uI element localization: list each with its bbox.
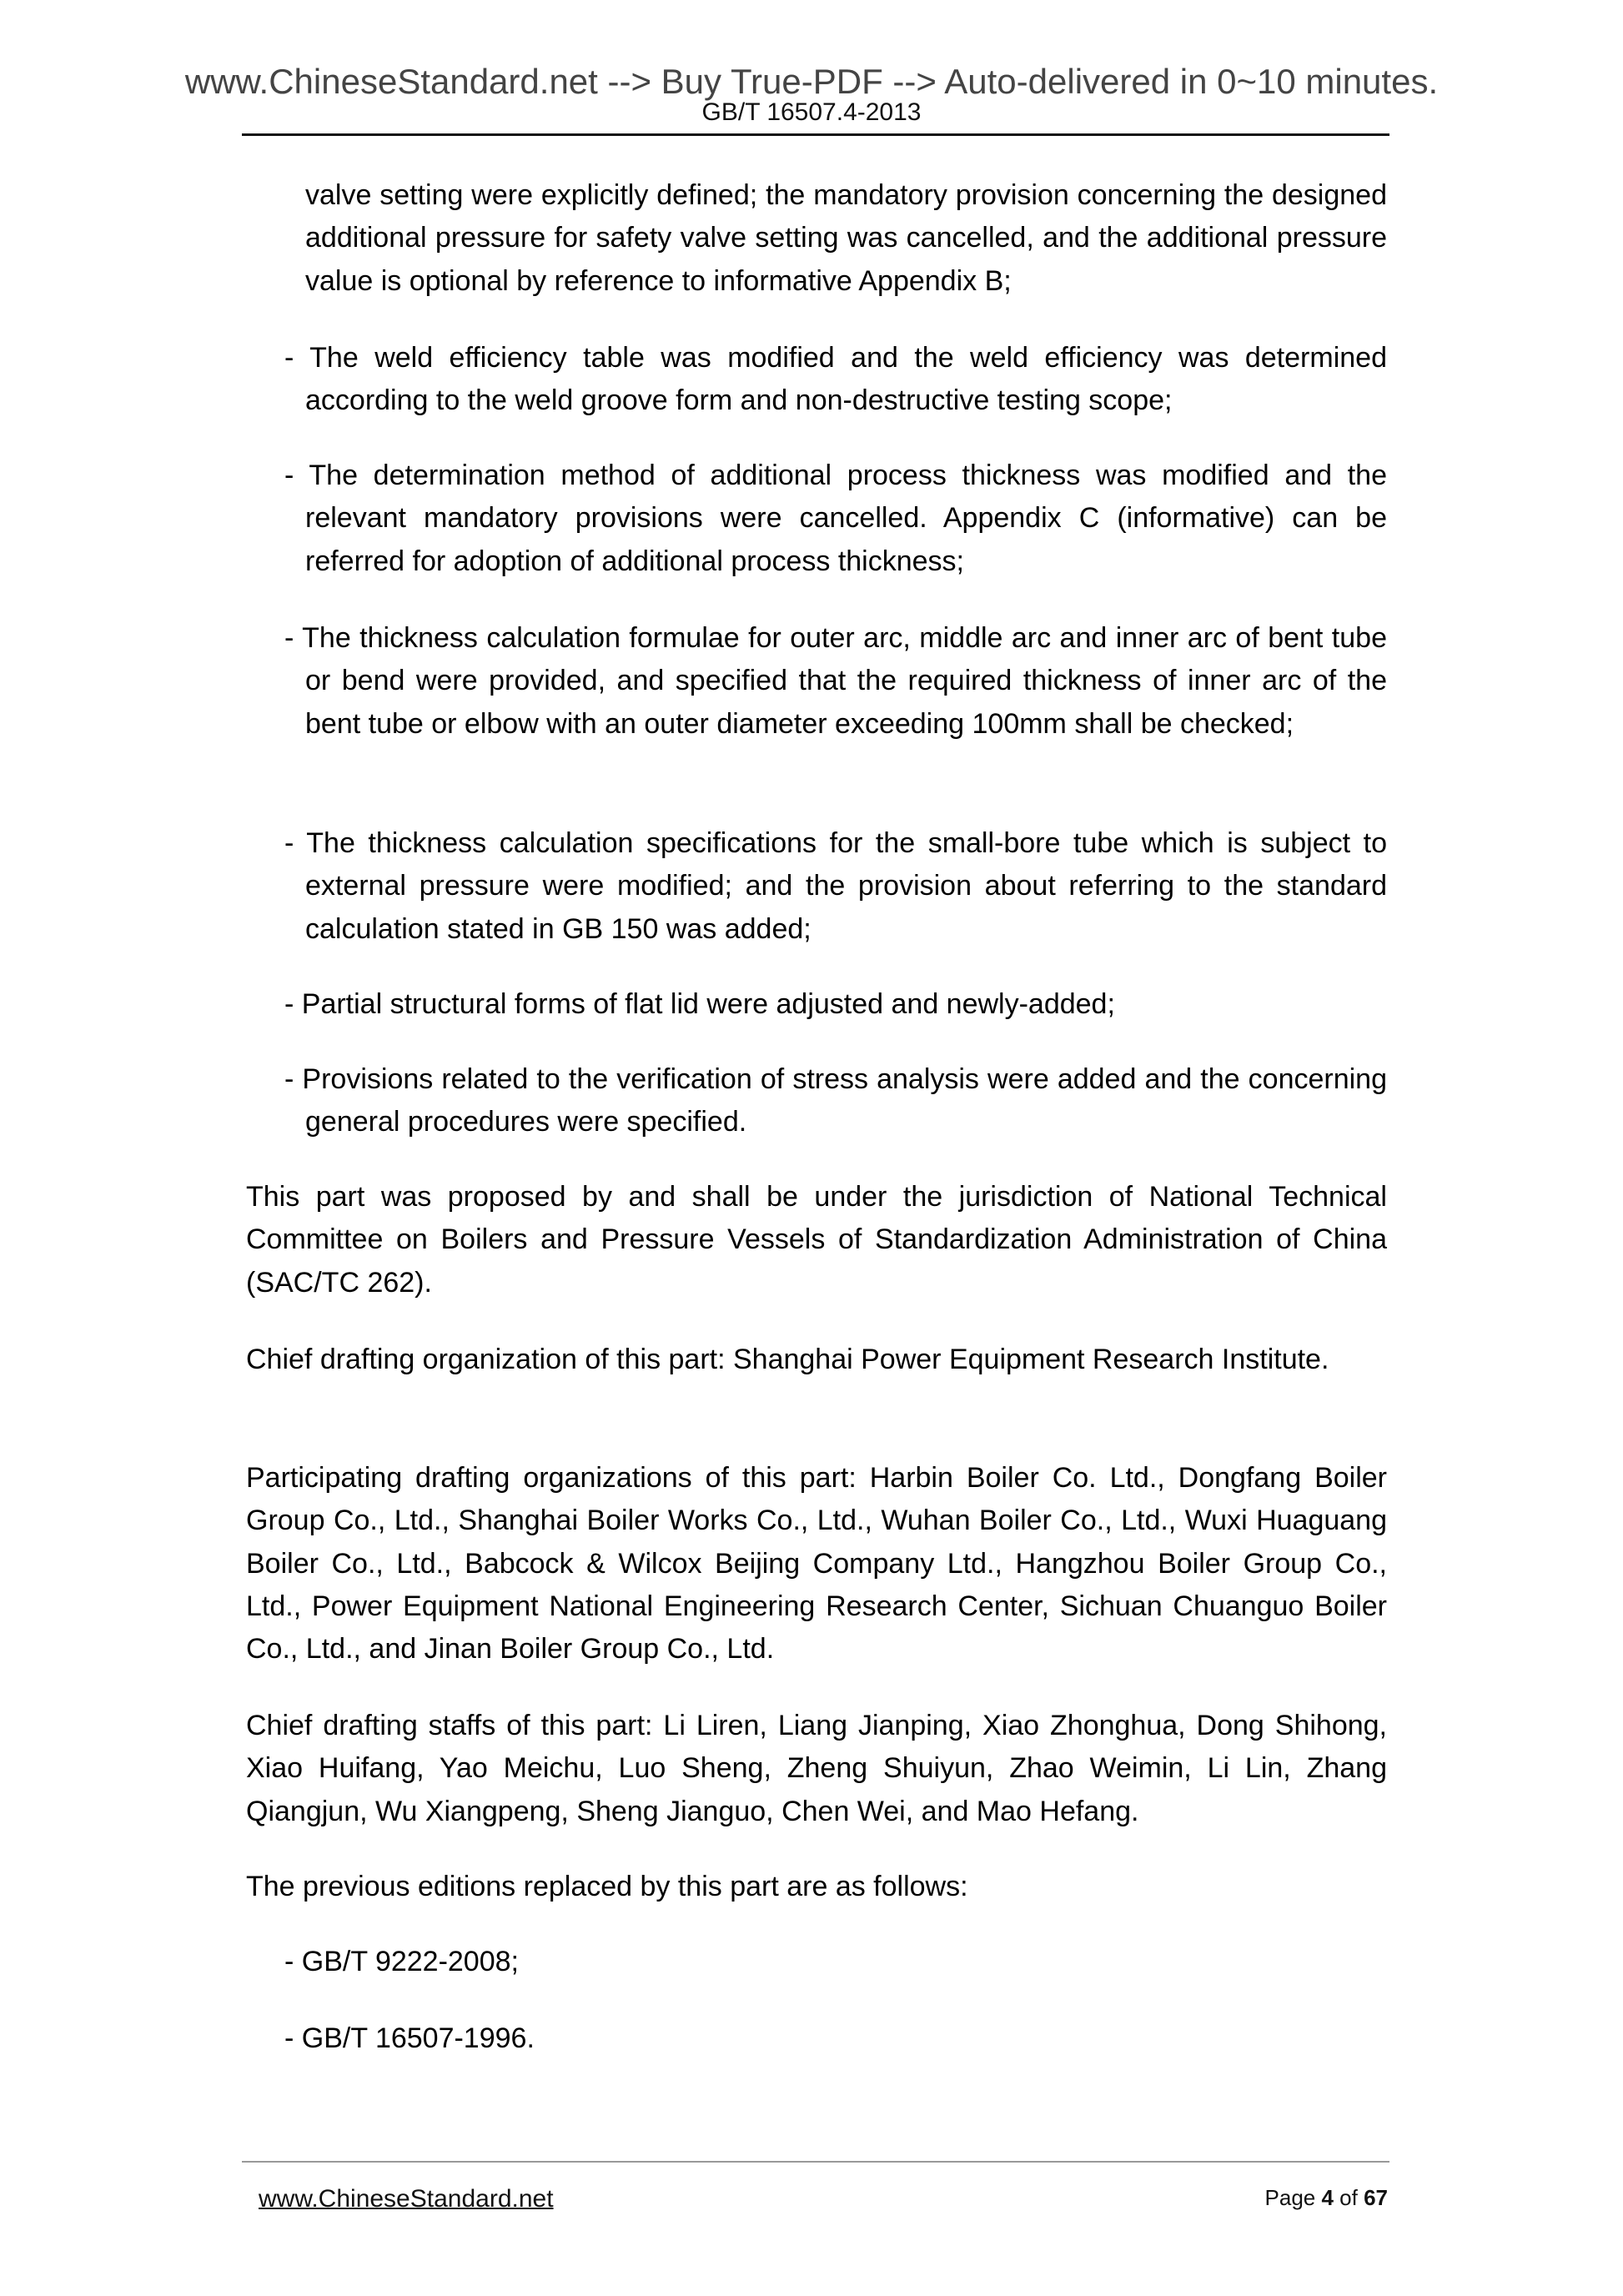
- paragraph-drafting-staff: Chief drafting staffs of this part: Li Liren, Liang Jianping, Xiao Zhonghua, Dong Shihong, Xiao Huifang, Yao Meichu, Luo Sheng, Zheng Shuiyun, Zhao Weimin, Li Lin, Zhang Qiangjun, Wu Xiangpeng, Sheng Jianguo, Chen Wei, and Mao Hefang.: [246, 1710, 1387, 1827]
- header-banner: www.ChineseStandard.net --> Buy True-PDF --> Auto-delivered in 0~10 minutes.: [184, 62, 1439, 101]
- list-item: - The weld efficiency table was modified and the weld efficiency was determined according to the weld groove form and non-destructive testing scope;: [284, 342, 1387, 417]
- footer-website-link[interactable]: www.ChineseStandard.net: [259, 2185, 554, 2213]
- document-id: GB/T 16507.4-2013: [701, 98, 922, 126]
- list-item: - The determination method of additional process thickness was modified and the relevant mandatory provisions were cancelled. Appendix C (informative) can be referred for adoption of additional process thickness;: [284, 460, 1387, 577]
- list-item: - GB/T 16507-1996.: [284, 2022, 535, 2054]
- list-item: - Partial structural forms of flat lid were adjusted and newly-added;: [284, 988, 1115, 1020]
- paragraph-chief-organization: Chief drafting organization of this part: Shanghai Power Equipment Research Institute.: [246, 1344, 1329, 1375]
- header-divider: [242, 133, 1389, 136]
- paragraph-participating-organizations: Participating drafting organizations of this part: Harbin Boiler Co. Ltd., Dongfang Boiler Group Co., Ltd., Shanghai Boiler Works Co., Ltd., Wuhan Boiler Co., Ltd., Wuxi Huaguang Boiler Co., Ltd., Babcock & Wilcox Beijing Company Ltd., Hangzhou Boiler Group Co., Ltd., Power Equipment National Engineering Research Center, Sichuan Chuanguo Boiler Co., Ltd., and Jinan Boiler Group Co., Ltd.: [246, 1462, 1387, 1665]
- page-prefix: Page: [1264, 2185, 1322, 2210]
- continuation-paragraph: valve setting were explicitly defined; the mandatory provision concerning the designed additional pressure for safety valve setting was cancelled, and the additional pressure value is optional by reference to informative Appendix B;: [305, 179, 1387, 297]
- paragraph-previous-editions: The previous editions replaced by this part are as follows:: [246, 1871, 968, 1902]
- total-pages: 67: [1364, 2185, 1388, 2210]
- list-item: - The thickness calculation formulae for outer arc, middle arc and inner arc of bent tube or bend were provided, and specified that the required thickness of inner arc of the bent tube or elbow with an outer diameter exceeding 100mm shall be checked;: [284, 622, 1387, 740]
- paragraph-jurisdiction: This part was proposed by and shall be under the jurisdiction of National Technical Committee on Boilers and Pressure Vessels of Standardization Administration of China (SAC/TC 262).: [246, 1181, 1387, 1299]
- list-item: - The thickness calculation specifications for the small-bore tube which is subject to external pressure were modified; and the provision about referring to the standard calculation stated in GB 150 was added;: [284, 827, 1387, 945]
- footer-divider: [242, 2161, 1389, 2163]
- page-number: [1265, 2185, 1388, 2211]
- list-item: - GB/T 9222-2008;: [284, 1946, 519, 1977]
- page-of: of: [1333, 2185, 1364, 2210]
- current-page: 4: [1321, 2185, 1334, 2210]
- list-item: - Provisions related to the verification of stress analysis were added and the concerning general procedures were specified.: [284, 1063, 1387, 1138]
